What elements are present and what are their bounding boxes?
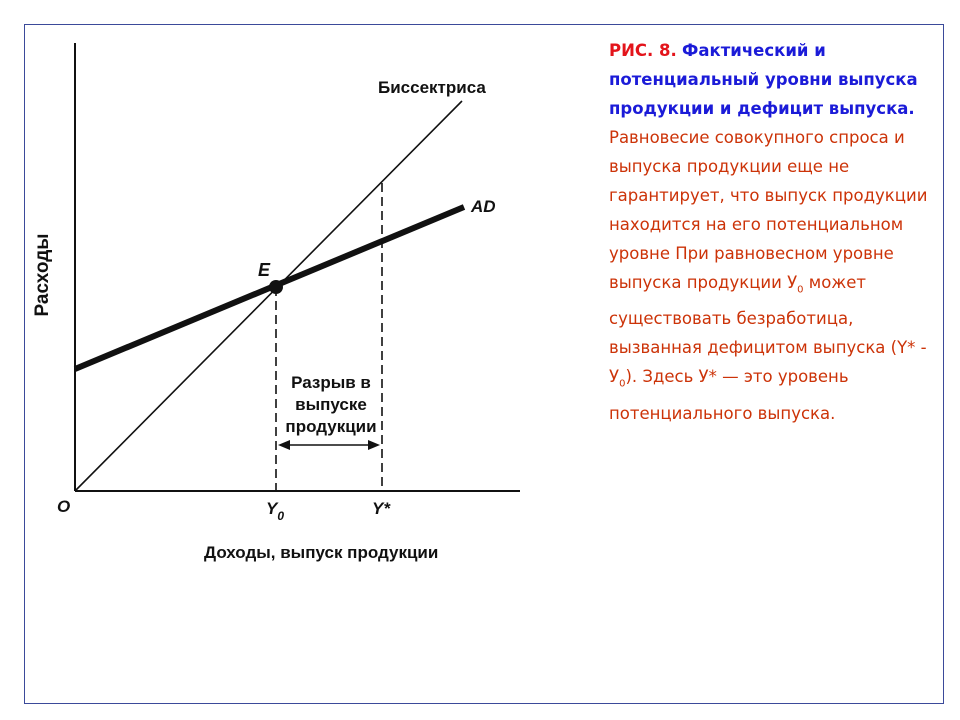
x-axis-label: Доходы, выпуск продукции (204, 543, 439, 562)
ad-label: AD (471, 197, 496, 216)
figure-title: Фактический и потенциальный уровни выпуска продукции и дефицит выпуска. (609, 41, 918, 118)
bisector-label: Биссектриса (378, 78, 486, 97)
gap-arrow-left-head (278, 440, 290, 450)
ystar-label: Y* (372, 499, 390, 518)
gap-label-line2: выпуске (295, 395, 367, 414)
equilibrium-label: E (258, 260, 271, 280)
bisector-line (75, 101, 462, 491)
gap-label-line1: Разрыв в (291, 373, 371, 392)
y-axis-label: Расходы (32, 233, 53, 317)
equilibrium-point (269, 280, 283, 294)
y0-label: $Y_0$ (266, 499, 285, 523)
gap-arrow-right-head (368, 440, 380, 450)
figure-caption (609, 36, 939, 428)
figure-number: РИС. 8. (609, 41, 677, 60)
origin-label: O (57, 497, 71, 516)
figure-description: Равновесие совокупного спроса и выпуска продукции еще не гарантирует, что выпуск продукции находится на его потенциальном уровне При равновесном уровне выпуска продукции $У_0$ может существовать безработица, вызванная дефицитом выпуска $(Y* - У_0)$. Здесь У* — это уровень потенциального выпуска. (609, 128, 928, 423)
gap-label-line3: продукции (285, 417, 377, 436)
